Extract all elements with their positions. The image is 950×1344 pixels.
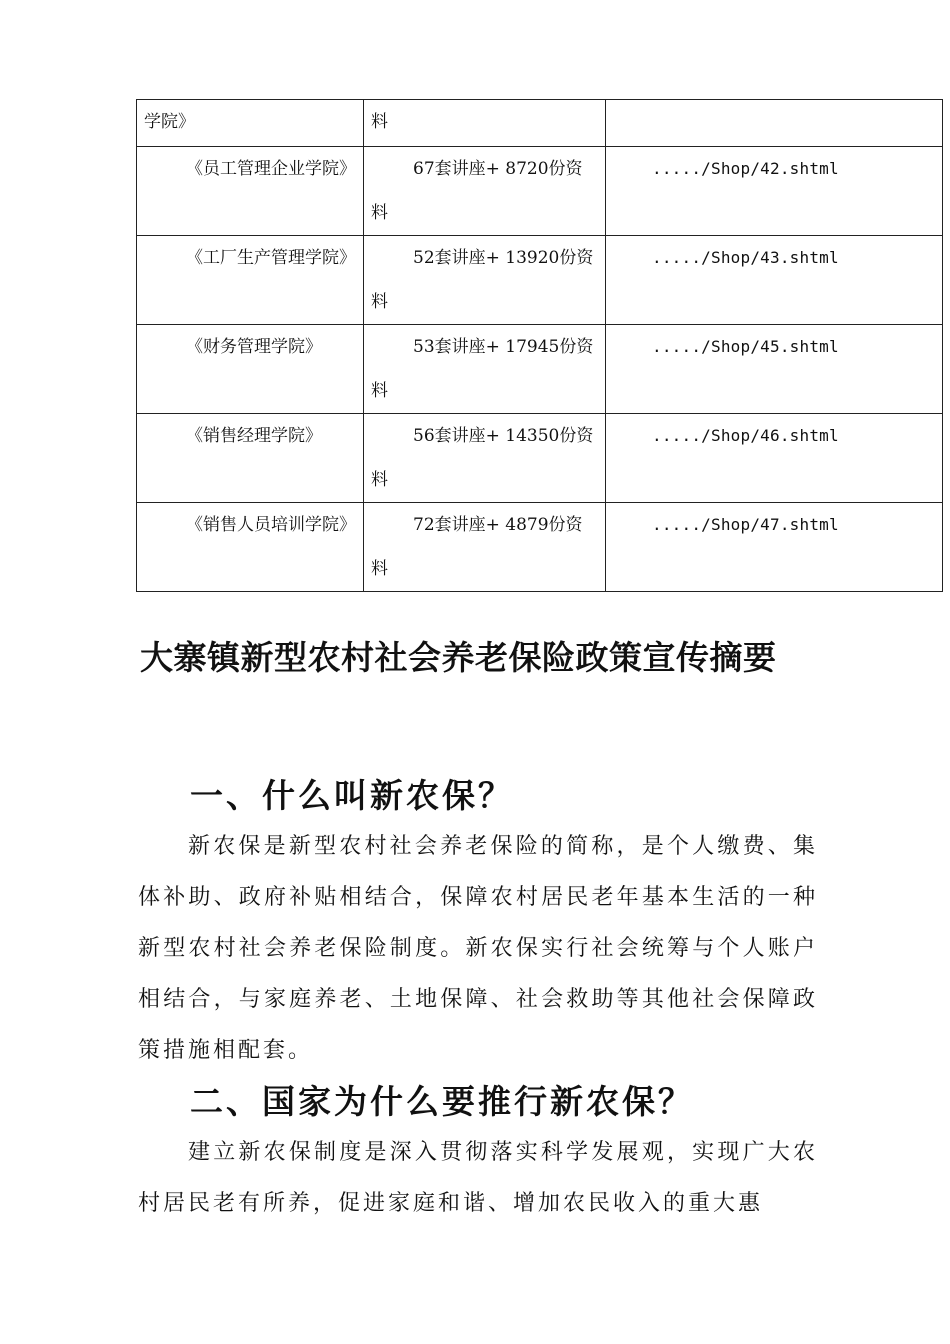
course-name-cell — [137, 414, 364, 503]
course-content-cell — [364, 147, 606, 236]
course-name: 《工厂生产管理学院》 — [186, 248, 356, 268]
course-link[interactable]: ...../Shop/43.shtml — [652, 248, 839, 267]
table-row — [137, 325, 943, 414]
course-name-cell — [137, 503, 364, 592]
course-name-cell — [137, 236, 364, 325]
course-content: 56套讲座+ 14350份资料 — [371, 426, 594, 490]
course-name: 学院》 — [144, 112, 195, 132]
table-row — [137, 100, 943, 147]
course-content-cell — [364, 100, 606, 147]
course-link-cell — [606, 100, 943, 147]
table-row — [137, 503, 943, 592]
course-content: 53套讲座+ 17945份资料 — [371, 337, 594, 401]
course-content-cell — [364, 236, 606, 325]
courses-table — [136, 99, 943, 592]
section-heading: 一、什么叫新农保？ — [190, 776, 514, 815]
course-name-cell — [137, 100, 364, 147]
section-heading: 二、国家为什么要推行新农保？ — [190, 1082, 694, 1121]
course-link[interactable]: ...../Shop/47.shtml — [652, 515, 839, 534]
course-name: 《销售经理学院》 — [186, 426, 322, 446]
course-link-cell — [606, 503, 943, 592]
course-name-cell — [137, 325, 364, 414]
course-link-cell — [606, 414, 943, 503]
table-row — [137, 236, 943, 325]
course-content-cell — [364, 414, 606, 503]
table-row — [137, 147, 943, 236]
document-body — [138, 770, 818, 1229]
course-link-cell — [606, 325, 943, 414]
course-name: 《财务管理学院》 — [186, 337, 322, 357]
course-link[interactable]: ...../Shop/42.shtml — [652, 159, 839, 178]
course-content: 72套讲座+ 4879份资料 — [371, 515, 583, 579]
document-title: 大寨镇新型农村社会养老保险政策宣传摘要 — [140, 638, 777, 677]
table-row — [137, 414, 943, 503]
course-link[interactable]: ...../Shop/46.shtml — [652, 426, 839, 445]
course-content: 67套讲座+ 8720份资料 — [371, 159, 583, 223]
course-link-cell — [606, 236, 943, 325]
course-content: 料 — [371, 112, 388, 132]
course-name-cell — [137, 147, 364, 236]
course-link[interactable]: ...../Shop/45.shtml — [652, 337, 839, 356]
course-name: 《销售人员培训学院》 — [186, 515, 356, 535]
section-paragraph: 新农保是新型农村社会养老保险的简称，是个人缴费、集体补助、政府补贴相结合，保障农村居民老年基本生活的一种新型农村社会养老保险制度。新农保实行社会统筹与个人账户相结合，与家庭养老、土地保障、社会救助等其他社会保障政策措施相配套。 — [138, 834, 818, 1063]
section-paragraph: 建立新农保制度是深入贯彻落实科学发展观，实现广大农村居民老有所养，促进家庭和谐、增加农民收入的重大惠 — [138, 1140, 818, 1216]
course-link-cell — [606, 147, 943, 236]
course-content-cell — [364, 325, 606, 414]
course-content: 52套讲座+ 13920份资料 — [371, 248, 594, 312]
course-content-cell — [364, 503, 606, 592]
course-name: 《员工管理企业学院》 — [186, 159, 356, 179]
